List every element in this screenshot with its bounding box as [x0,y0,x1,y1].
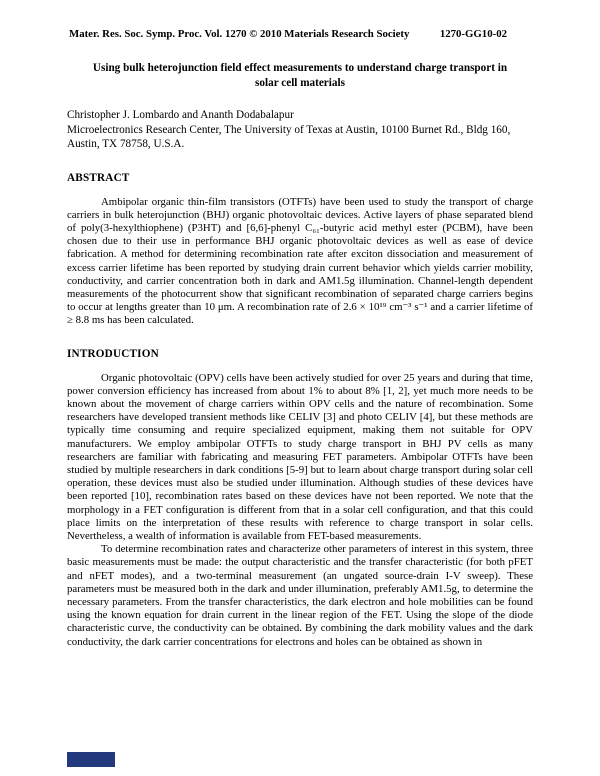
paper-title: Using bulk heterojunction field effect measurements to understand charge transport in solar cell materials [92,62,508,89]
page-header [67,28,533,41]
journal-header: Mater. Res. Soc. Symp. Proc. Vol. 1270 © 2010 Materials Research Society [69,28,410,40]
footer-stamp [67,752,115,767]
affiliation: Microelectronics Research Center, The University of Texas at Austin, 10100 Burnet Rd., Bldg 160, Austin, TX 78758, U.S.A. [67,123,511,150]
introduction-heading: INTRODUCTION [67,347,159,360]
intro-paragraph-2: To determine recombination rates and characterize other parameters of interest in this system, three basic measurements must be made: the output characteristic and the transfer characteristic (for both pFET and nFET modes), and a two-terminal measurement (an ungated source-drain I-V sweep). These parameters must be measured both in the dark and under illumination, preferably AM1.5g, to determine the necessary parameters. From the transfer characteristics, the dark electron and hole mobilities can be found using the known equation for drain current in the linear region of the FET. Using the slope of the diode characteristic curve, the conductivity can be obtained. By combining the dark mobility values and the dark conductivity, the dark carrier concentrations for electrons and holes can be obtained as shown in [67,543,533,648]
paper-number: 1270-GG10-02 [439,28,507,40]
paper-page [67,28,533,649]
abstract-heading: ABSTRACT [67,171,130,184]
intro-paragraph-1: Organic photovoltaic (OPV) cells have been actively studied for over 25 years and during that time, power conversion efficiency has increased from about 1% to about 8% [1, 2], yet much more needs to be known about the movement of charge carriers within OPV cells and the nature of recombination. Some researchers have developed transient methods like CELIV [3] and photo CELIV [4], but these methods are typically time consuming and require specialized equipment, making them not suitable for OPV manufacturers. We employ ambipolar OTFTs to study charge transport in BHJ PV cells as many researchers are familiar with fabricating and measuring FET parameters. Ambipolar OTFTs have been studied by multiple researchers in dark conditions [5-9] but to learn about charge transport during solar cell operation, these devices must also be studied under illumination. Although studies of these devices have been reported [10], recombination rates based on these devices have not been reported. We note that the morphology in a FET configuration is different from that in a solar cell configuration, and that this could place limits on the interpretation of these results with reference to charge transport in solar cells. Nevertheless, a wealth of information is available from FET-based measurements. [67,371,533,542]
byline-block [67,108,533,152]
author-line: Christopher J. Lombardo and Ananth Dodabalapur [67,109,294,121]
abstract-paragraph: Ambipolar organic thin-film transistors (OTFTs) have been used to study the transport of charge carriers in bulk heterojunction (BHJ) organic photovoltaic devices. Active layers of phase separated blend of poly(3-hexylthiophene) (P3HT) and [6,6]-phenyl C₆₁-butyric acid methyl ester (PCBM), have been chosen due to their use in performance BHJ organic photovoltaic devices as well as ease of device fabrication. A method for determining recombination rate after exciton dissociation and measurement of excess carrier lifetime has been reported by studying drain current behavior which yields carrier mobility, conductivity, and carrier concentration both in dark and AM1.5g illumination. Channel-length dependent measurements of the photocurrent show that significant recombination of separated charge carriers begins to occur at lengths greater than 10 μm. A recombination rate of 2.6 × 10¹⁹ cm⁻³ s⁻¹ and a carrier lifetime of ≥ 8.8 ms has been calculated. [67,195,533,327]
